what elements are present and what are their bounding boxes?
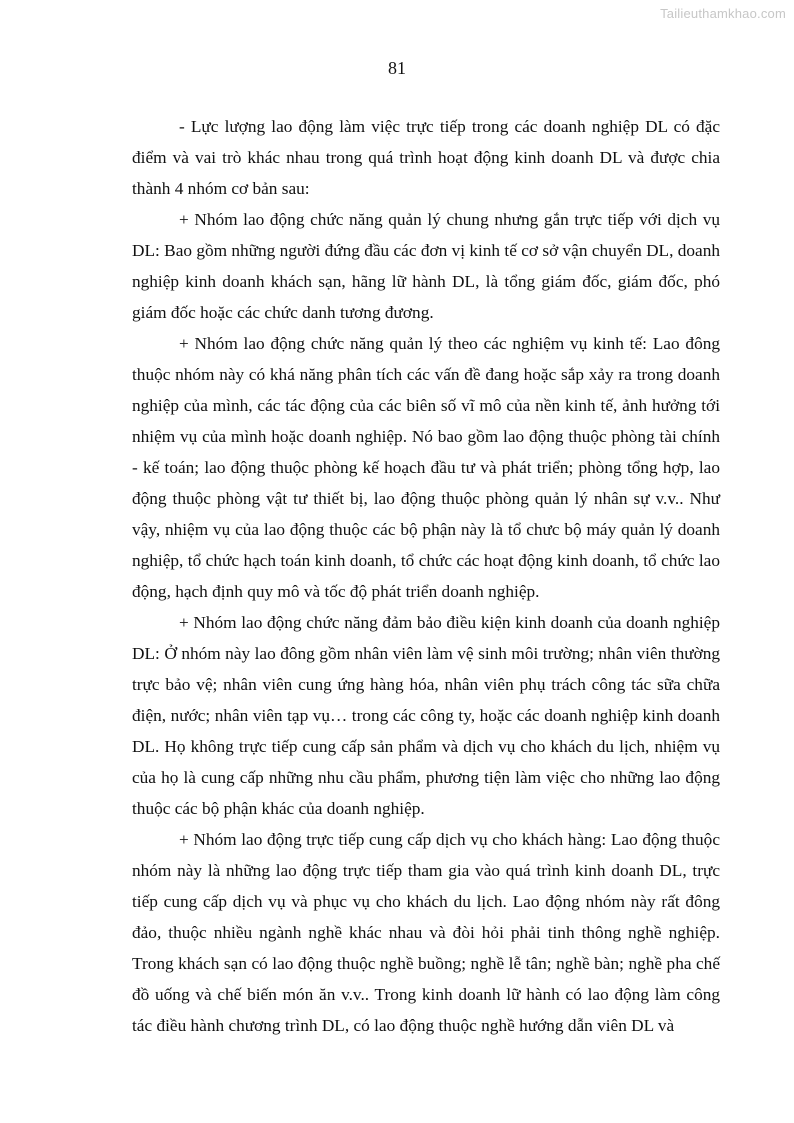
paragraph-economic-functions-group: + Nhóm lao động chức năng quản lý theo các nghiệm vụ kinh tế: Lao đông thuộc nhóm này có khá năng phân tích các vấn đề đang hoặc sắp xảy ra trong doanh nghiệp của mình, các tác động của các biên số vĩ mô của nền kinh tế, ảnh hưởng tới nhiệm vụ của mình hoặc doanh nghiệp. Nó bao gồm lao động thuộc phòng tài chính - kế toán; lao động thuộc phòng kế hoạch đầu tư và phát triển; phòng tổng hợp, lao động thuộc phòng vật tư thiết bị, lao động thuộc phòng quản lý nhân sự v.v.. Như vậy, nhiệm vụ của lao động thuộc các bộ phận này là tổ chưc bộ máy quản lý doanh nghiệp, tổ chức hạch toán kinh doanh, tổ chức các hoạt động kinh doanh, tổ chức lao động, hạch định quy mô và tốc độ phát triển doanh nghiệp.	[132, 334, 720, 601]
watermark-text: Tailieuthamkhao.com	[660, 6, 786, 21]
page-number: 81	[388, 58, 406, 78]
paragraph-direct-service-group: + Nhóm lao động trực tiếp cung cấp dịch vụ cho khách hàng: Lao động thuộc nhóm này là những lao động trực tiếp tham gia vào quá trình kinh doanh DL, trực tiếp cung cấp dịch vụ và phục vụ cho khách du lịch. Lao động nhóm này rất đông đảo, thuộc nhiều ngành nghề khác nhau và đòi hỏi phải tinh thông nghề nghiệp. Trong khách sạn có lao động thuộc nghề buồng; nghề lễ tân; nghề bàn; nghề pha chế đồ uống và chế biến món ăn v.v.. Trong kinh doanh lữ hành có lao động làm công tác điều hành chương trình DL, có lao động thuộc nghề hướng dẫn viên DL và	[132, 830, 720, 1035]
paragraph-business-support-group: + Nhóm lao động chức năng đảm bảo điều kiện kinh doanh của doanh nghiệp DL: Ở nhóm này lao đông gồm nhân viên làm vệ sinh môi trường; nhân viên thường trực bảo vệ; nhân viên cung ứng hàng hóa, nhân viên phụ trách công tác sữa chữa điện, nước; nhân viên tạp vụ… trong các công ty, hoặc các doanh nghiệp kinh doanh DL. Họ không trực tiếp cung cấp sản phẩm và dịch vụ cho khách du lịch, nhiệm vụ của họ là cung cấp những nhu cầu phẩm, phương tiện làm việc cho những lao động thuộc các bộ phận khác của doanh nghiệp.	[132, 613, 720, 818]
paragraph-general-management-group: + Nhóm lao động chức năng quản lý chung nhưng gắn trực tiếp với dịch vụ DL: Bao gồm những người đứng đầu các đơn vị kinh tế cơ sở vận chuyển DL, doanh nghiệp kinh doanh khách sạn, hãng lữ hành DL, là tổng giám đốc, giám đốc, phó giám đốc hoặc các chức danh tương đương.	[132, 210, 720, 322]
document-body	[132, 111, 720, 1041]
paragraph-workforce-intro: - Lực lượng lao động làm việc trực tiếp trong các doanh nghiệp DL có đặc điểm và vai trò khác nhau trong quá trình hoạt động kinh doanh DL và được chia thành 4 nhóm cơ bản sau:	[132, 117, 720, 198]
